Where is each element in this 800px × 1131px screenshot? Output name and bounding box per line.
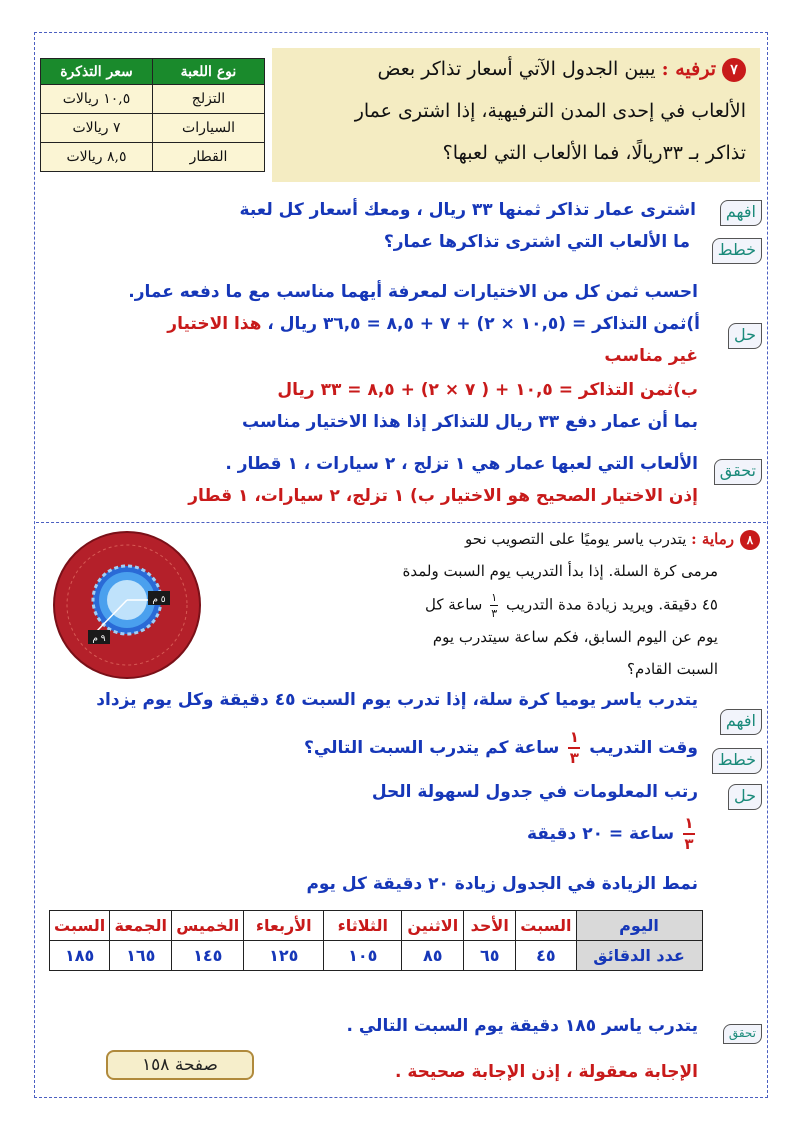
solution-8-pattern: نمط الزيادة في الجدول زيادة ٢٠ دقيقة كل يوم [306, 874, 698, 894]
problem-7-line-1: ٧ترفيه : يبين الجدول الآتي أسعار تذاكر بعض [377, 58, 746, 82]
solution-8-understand: يتدرب ياسر يوميا كرة سلة، إذا تدرب يوم السبت ٤٥ دقيقة وكل يوم يزداد [96, 690, 698, 710]
problem-8-line-4: يوم عن اليوم السابق، فكم ساعة سيتدرب يوم [432, 628, 718, 646]
solution-8-fraction-eq: $\frac{١}{٣}$ ساعة = ٢٠ دقيقة [526, 814, 694, 853]
table-row-label-day: اليوم [576, 911, 702, 941]
target-outer-label: ٩ م [92, 634, 106, 644]
problem-7-line-3: تذاكر بـ ٣٣ريالًا، فما الألعاب التي لعبها؟ [442, 142, 746, 164]
problem-8-line-3: ٤٥ دقيقة. ويريد زيادة مدة التدريب $\frac{١}{٣}$ ساعة كل [424, 591, 718, 620]
solution-8-check-1: يتدرب ياسر ١٨٥ دقيقة يوم السبت التالي . [346, 1016, 698, 1036]
problem-7-keyword: ترفيه : [661, 58, 716, 80]
table-row: السيارات ٧ ريالات [41, 114, 265, 143]
problem-7-line-2: الألعاب في إحدى المدن الترفيهية، إذا اشترى عمار [354, 100, 746, 122]
solution-7-plan: ما الألعاب التي اشترى تذاكرها عمار؟ [383, 232, 690, 252]
step-solve-label-2: حل [728, 784, 762, 810]
table-row: التزلج ١٠,٥ ريالات [41, 85, 265, 114]
solution-7-compute: احسب ثمن كل من الاختيارات لمعرفة أيهما مناسب مع ما دفعه عمار. [128, 282, 698, 302]
solution-7-option-b-verdict: بما أن عمار دفع ٣٣ ريال للتذاكر إذا هذا الاختيار مناسب [242, 412, 698, 432]
table-row-label-minutes: عدد الدقائق [576, 941, 702, 971]
target-inner-label: ٥ م [152, 595, 166, 605]
step-plan-label-2: خطط [712, 748, 762, 774]
step-check-label-2: تحقق [723, 1024, 762, 1044]
fraction-one-third-2: $\frac{١}{٣}$ [569, 728, 579, 767]
solution-8-solve: رتب المعلومات في جدول لسهولة الحل [371, 782, 698, 802]
table-row: القطار ٨,٥ ريالات [41, 143, 265, 172]
solution-8-check-2: الإجابة معقولة ، إذن الإجابة صحيحة . [394, 1062, 698, 1082]
problem-7-box [272, 48, 760, 182]
solution-7-option-a-verdict: غير مناسب [604, 346, 698, 366]
problem-8-keyword: رماية : [691, 530, 734, 548]
solution-7-check-2: إذن الاختيار الصحيح هو الاختيار ب) ١ تزلج، ٢ سيارات، ١ قطار [188, 486, 698, 506]
step-plan-label: خطط [712, 238, 762, 264]
section-divider [36, 522, 766, 523]
problem-8-line-1: ٨رماية : يتدرب ياسر يوميًا على التصويب نحو [465, 530, 760, 550]
step-solve-label: حل [728, 323, 762, 349]
solution-8-plan: وقت التدريب $\frac{١}{٣}$ ساعة كم يتدرب السبت التالي؟ [304, 728, 698, 767]
archery-target-figure [52, 530, 202, 680]
solution-7-check-1: الألعاب التي لعبها عمار هي ١ تزلج ، ٢ سيارات ، ١ قطار . [225, 454, 698, 474]
step-understand-label: افهم [720, 200, 762, 226]
solution-7-option-b: ب)ثمن التذاكر = ١٠,٥ + ( ٧ × ٢) + ٨,٥ = ٣٣ ريال [277, 380, 698, 400]
problem-7-number: ٧ [722, 58, 746, 82]
problem-8-number: ٨ [740, 530, 760, 550]
step-understand-label-2: افهم [720, 709, 762, 735]
fraction-one-third: $\frac{١}{٣}$ [491, 591, 498, 620]
page-number: صفحة ١٥٨ [106, 1050, 254, 1080]
ticket-price-table [40, 58, 265, 172]
step-check-label: تحقق [714, 459, 762, 485]
problem-8-line-2: مرمى كرة السلة. إذا بدأ التدريب يوم السبت ولمدة [402, 562, 718, 580]
solution-7-understand: اشترى عمار تذاكر ثمنها ٣٣ ريال ، ومعك أسعار كل لعبة [239, 200, 696, 220]
table-header-game-type: نوع اللعبة [153, 59, 265, 85]
table-header-ticket-price: سعر التذكرة [41, 59, 153, 85]
training-minutes-table: اليوم السبت الأحد الاثنين الثلاثاء الأربعاء الخميس الجمعة السبت عدد الدقائق ٤٥ ٦٥ ٨٥ ١٠٥ ١٢٥ ١٤٥ ١٦٥ ١٨٥ [49, 910, 703, 971]
problem-8-line-5: السبت القادم؟ [627, 660, 718, 678]
fraction-one-third-3: $\frac{١}{٣}$ [684, 814, 694, 853]
solution-7-option-a: أ)ثمن التذاكر = (١٠,٥ × ٢) + ٧ + ٨,٥ = ٣٦,٥ ريال ، هذا الاختيار [167, 314, 700, 334]
